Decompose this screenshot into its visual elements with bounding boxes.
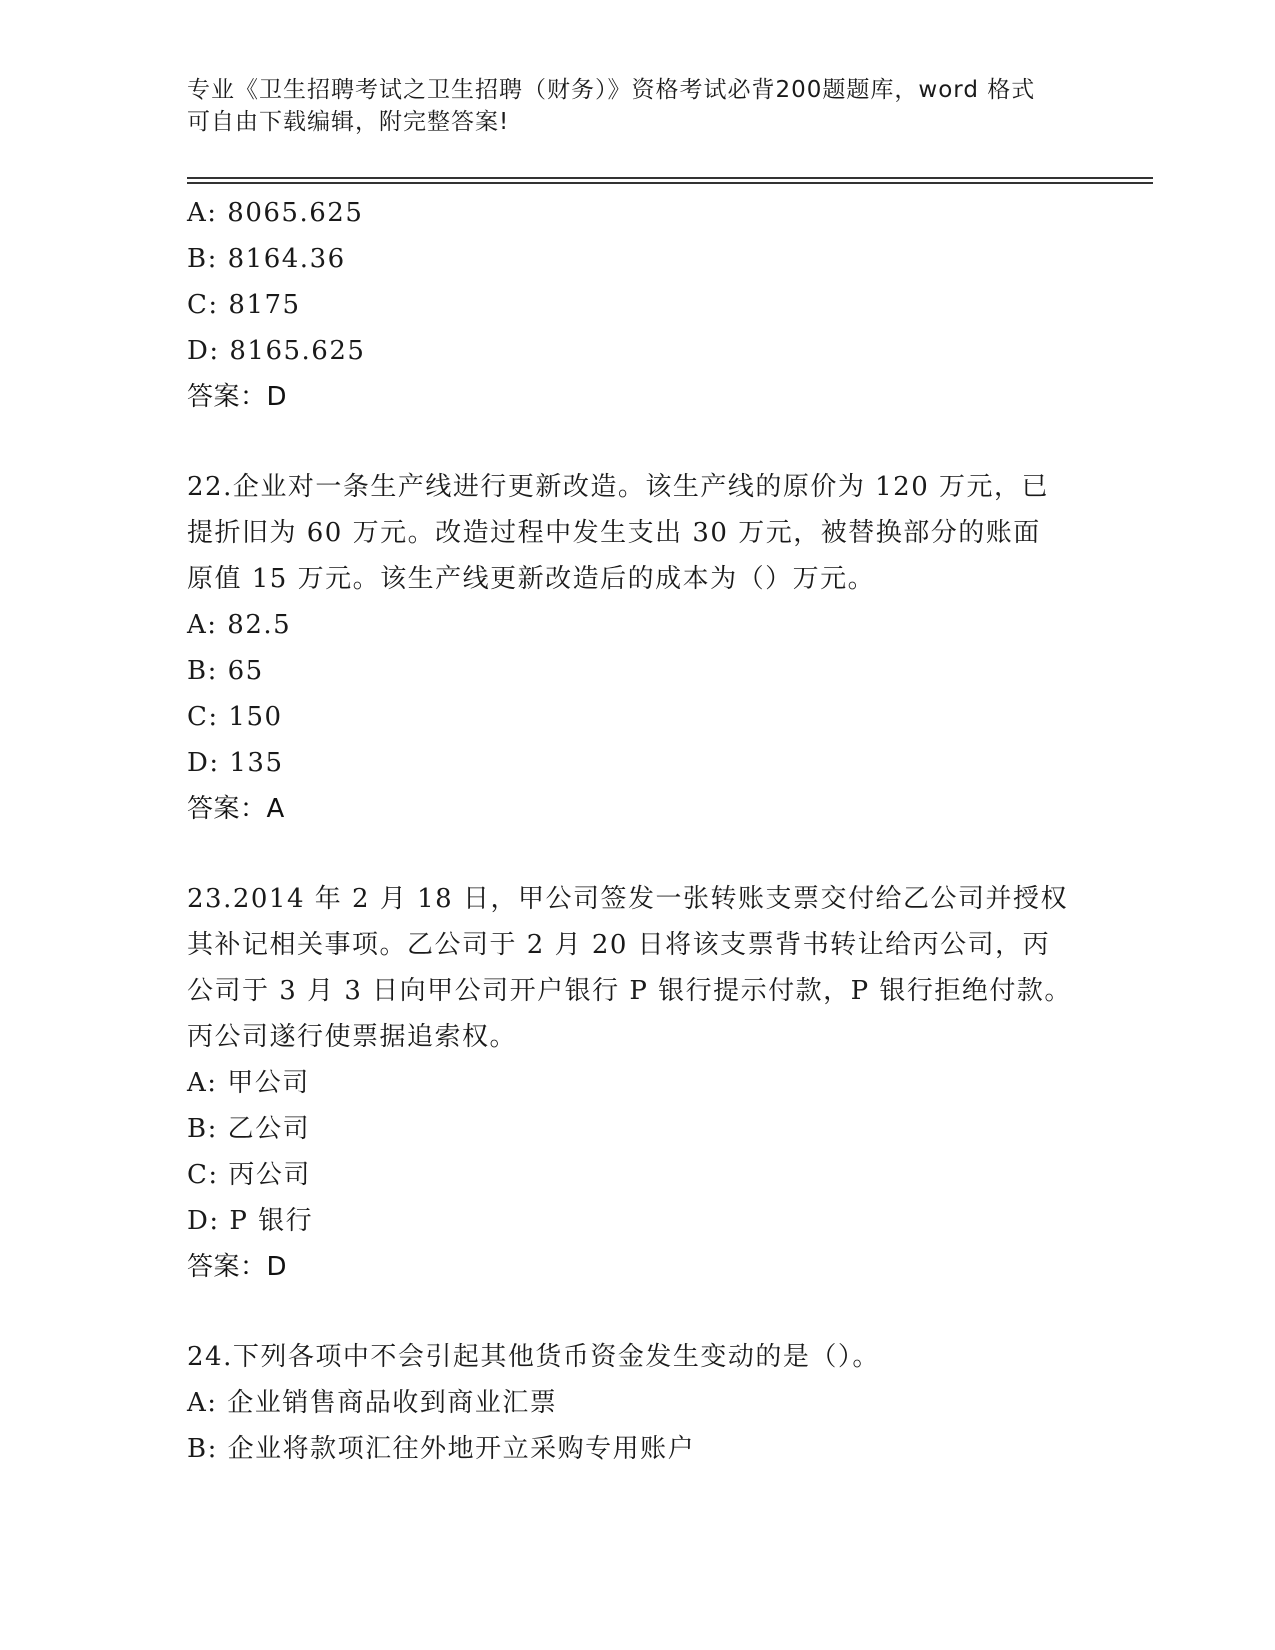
q23-text-line-3: 公司于 3 月 3 日向甲公司开户银行 P 银行提示付款，P 银行拒绝付款。: [187, 976, 1072, 1006]
q23-option-c: C: 丙公司: [187, 1160, 311, 1190]
spacer: [187, 420, 1087, 464]
q23-answer: 答案：D: [187, 1252, 288, 1282]
document-body: [187, 190, 1087, 1472]
q22-option-c: C: 150: [187, 702, 283, 732]
question-22: [187, 464, 1087, 832]
q24-option-a: A: 企业销售商品收到商业汇票: [187, 1388, 558, 1418]
q21-answer: 答案：D: [187, 382, 288, 412]
q23-option-d: D: P 银行: [187, 1206, 314, 1236]
header-divider-bottom: [187, 182, 1153, 184]
q22-option-d: D: 135: [187, 748, 284, 778]
q22-text-line-2: 提折旧为 60 万元。改造过程中发生支出 30 万元，被替换部分的账面: [187, 518, 1041, 548]
q22-text-line-1: 22.企业对一条生产线进行更新改造。该生产线的原价为 120 万元，已: [187, 472, 1050, 502]
q22-option-a: A: 82.5: [187, 610, 292, 640]
spacer: [187, 1290, 1087, 1334]
q21-option-b: B: 8164.36: [187, 244, 346, 274]
q23-option-a: A: 甲公司: [187, 1068, 310, 1098]
header-line-2: 可自由下载编辑，附完整答案!: [187, 109, 510, 135]
question-23: [187, 876, 1087, 1290]
q22-text-line-3: 原值 15 万元。该生产线更新改造后的成本为（）万元。: [187, 564, 876, 594]
q22-answer: 答案：A: [187, 794, 285, 824]
spacer: [187, 832, 1087, 876]
question-24: [187, 1334, 1087, 1472]
q24-text-line-1: 24.下列各项中不会引起其他货币资金发生变动的是（）。: [187, 1342, 880, 1372]
q21-option-d: D: 8165.625: [187, 336, 366, 366]
header-divider-top: [187, 177, 1153, 179]
q23-text-line-2: 其补记相关事项。乙公司于 2 月 20 日将该支票背书转让给丙公司，丙: [187, 930, 1051, 960]
q23-text-line-4: 丙公司遂行使票据追索权。: [187, 1022, 518, 1052]
q23-option-b: B: 乙公司: [187, 1114, 311, 1144]
page-header: [187, 74, 1067, 138]
q21-option-a: A: 8065.625: [187, 198, 364, 228]
header-line-1: 专业《卫生招聘考试之卫生招聘（财务）》资格考试必背200题题库，word 格式: [187, 77, 1036, 103]
q23-text-line-1: 23.2014 年 2 月 18 日，甲公司签发一张转账支票交付给乙公司并授权: [187, 884, 1068, 914]
q22-option-b: B: 65: [187, 656, 264, 686]
question-21: [187, 190, 1087, 420]
q21-option-c: C: 8175: [187, 290, 301, 320]
q24-option-b: B: 企业将款项汇往外地开立采购专用账户: [187, 1434, 696, 1464]
